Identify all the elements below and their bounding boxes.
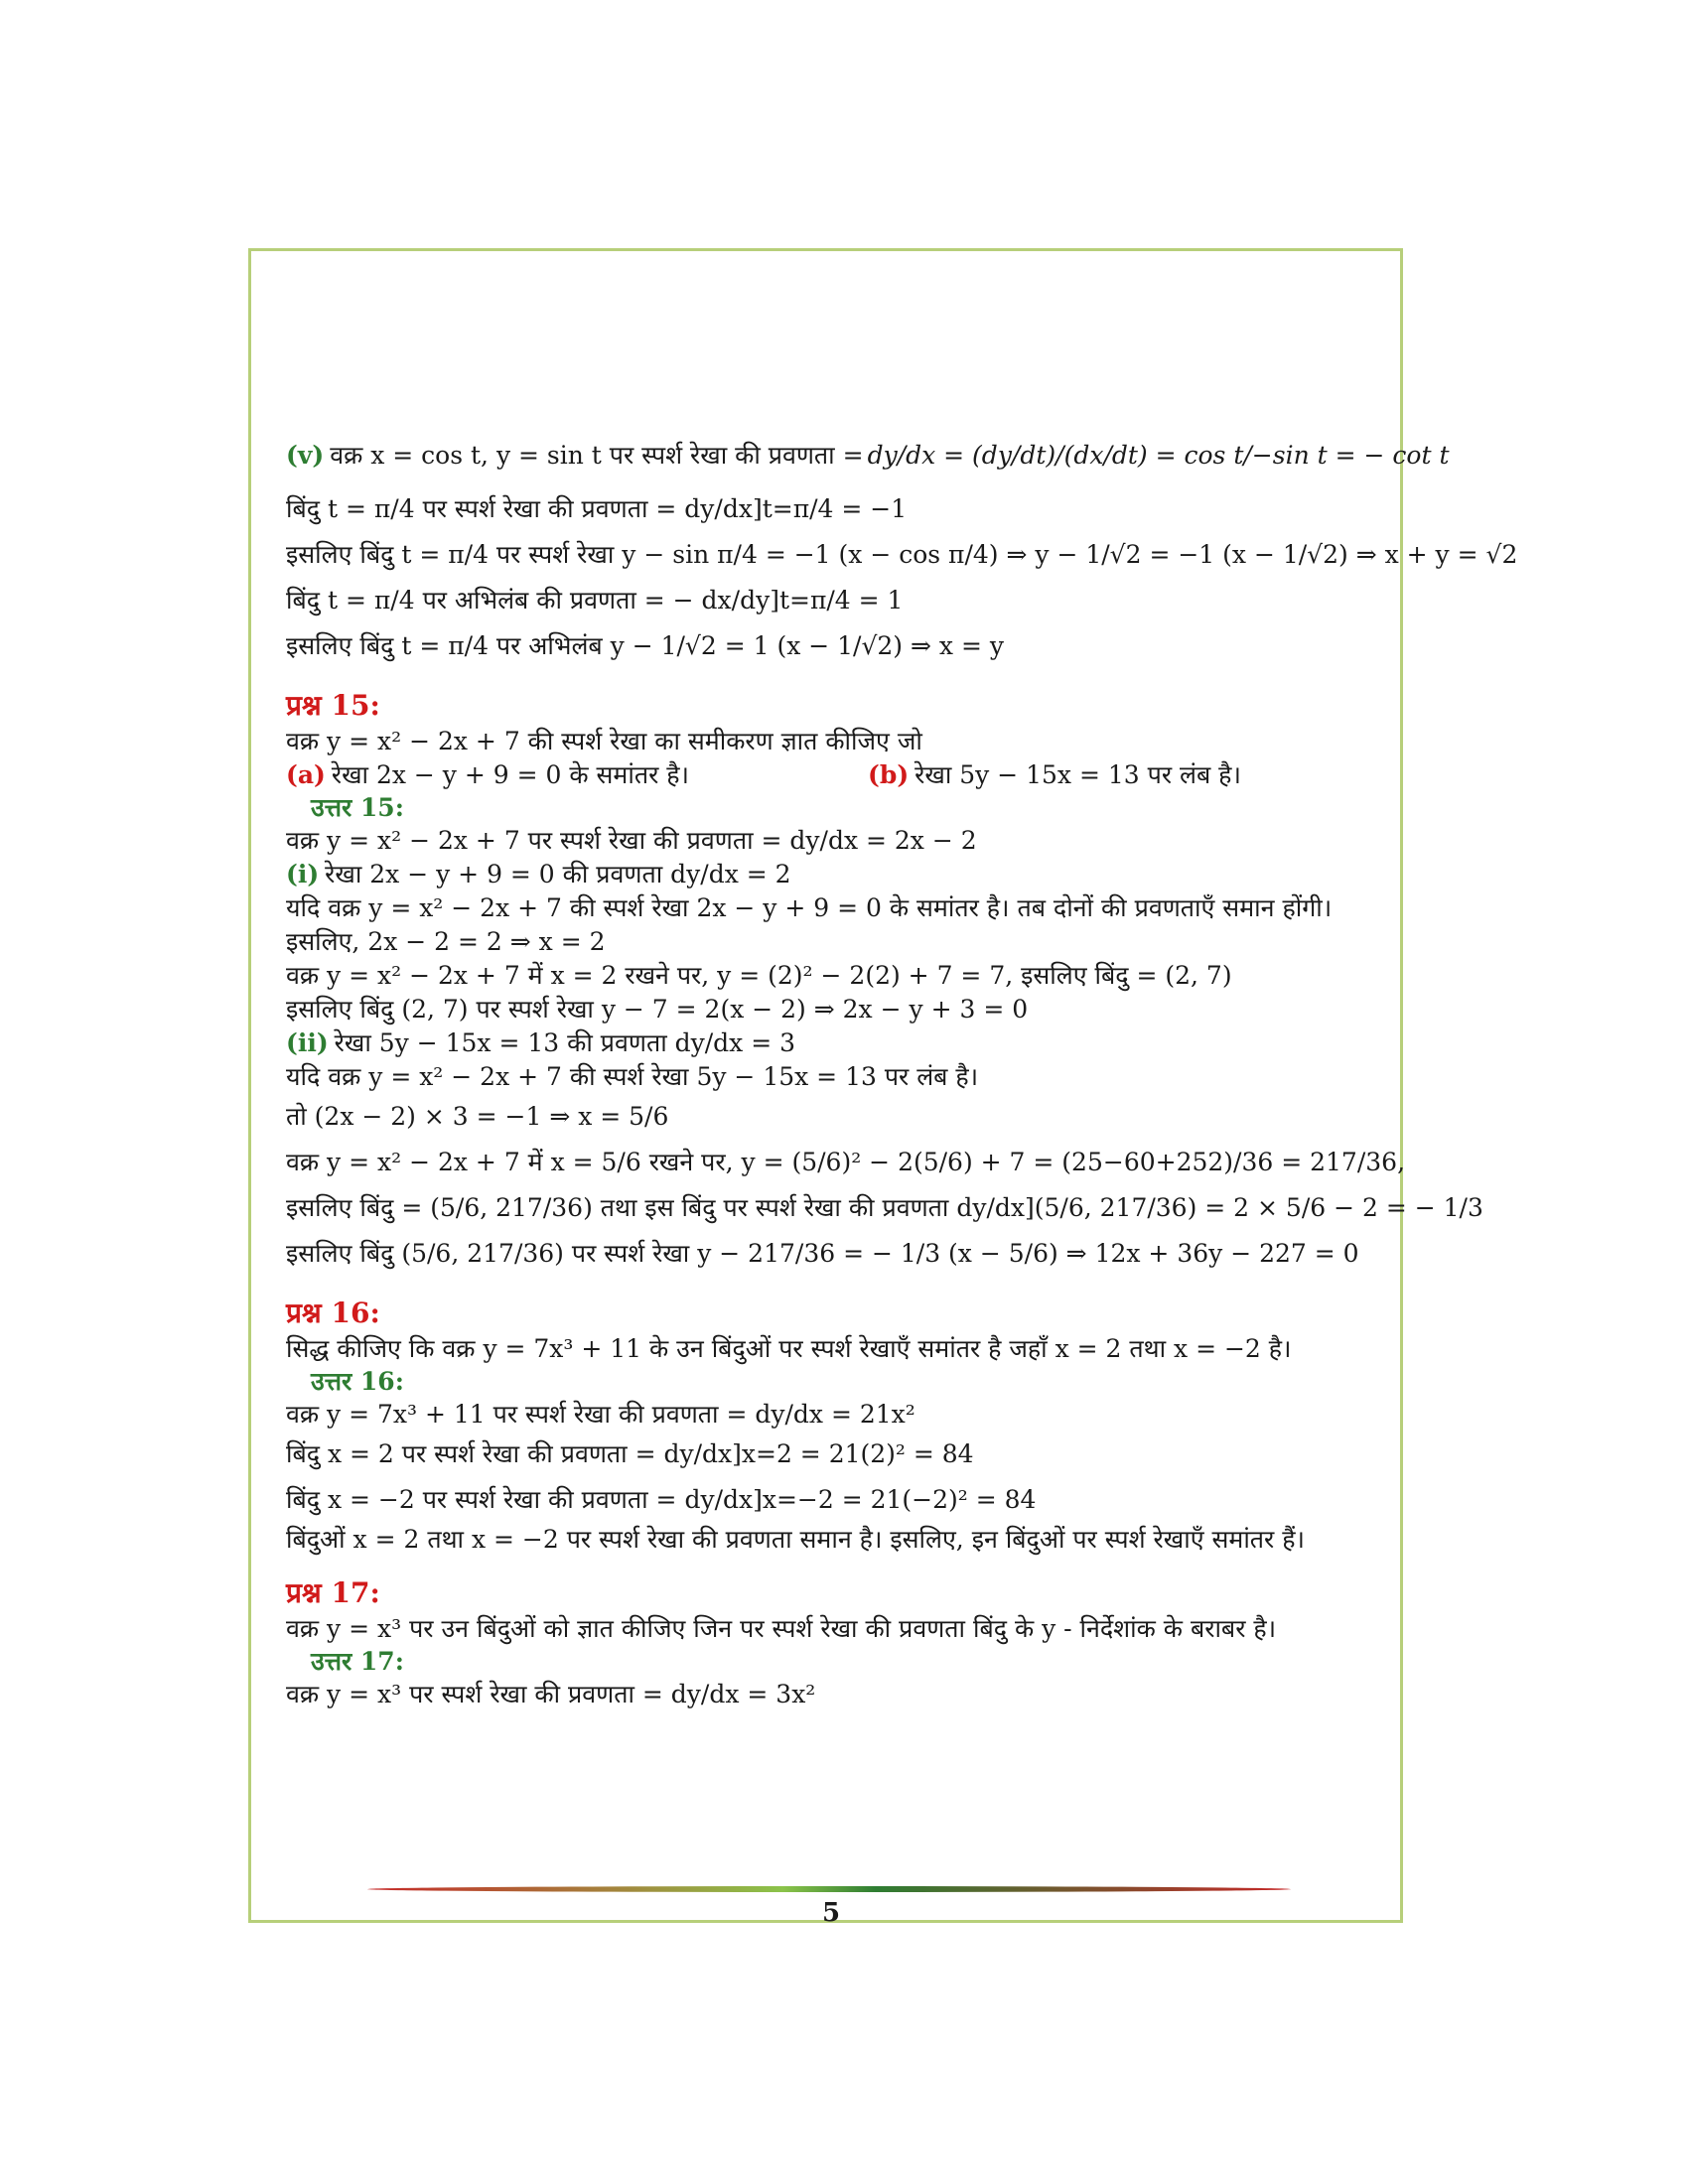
part-v-line-2 [286, 486, 1378, 532]
part-v-line-5 [286, 623, 1378, 669]
question-17-text: वक्र y = x³ पर उन बिंदुओं को ज्ञात कीजिए जिन पर स्पर्श रेखा की प्रवणता बिंदु के y - निर्देशांक के बराबर है। [286, 1614, 1277, 1644]
document-body [286, 425, 1518, 1711]
part-v-text-5: इसलिए बिंदु t = π/4 पर अभिलंब y − 1/√2 = 1 (x − 1/√2) ⇒ x = y [286, 631, 1004, 661]
answer-17-line-1: वक्र y = x³ पर स्पर्श रेखा की प्रवणता = dy/dx = 3x² [286, 1680, 816, 1709]
question-17-heading: प्रश्न 17: [286, 1575, 380, 1609]
answer-15-line-12: इसलिए बिंदु (5/6, 217/36) पर स्पर्श रेखा y − 217/36 = − 1/3 (x − 5/6) ⇒ 12x + 36y − 227 = 0 [286, 1239, 1359, 1269]
part-i-tag: (i) [286, 860, 320, 889]
part-v-text-4: बिंदु t = π/4 पर अभिलंब की प्रवणता = − dx/dy]t=π/4 = 1 [286, 586, 904, 615]
option-a-text: रेखा 2x − y + 9 = 0 के समांतर है। [331, 760, 690, 790]
answer-15-line-1: वक्र y = x² − 2x + 7 पर स्पर्श रेखा की प्रवणता = dy/dx = 2x − 2 [286, 826, 977, 856]
question-15-text: वक्र y = x² − 2x + 7 की स्पर्श रेखा का समीकरण ज्ञात कीजिए जो [286, 727, 922, 756]
option-a-tag: (a) [286, 760, 326, 790]
option-b-text: रेखा 5y − 15x = 13 पर लंब है। [914, 760, 1241, 790]
answer-16-line-4: बिंदुओं x = 2 तथा x = −2 पर स्पर्श रेखा की प्रवणता समान है। इसलिए, इन बिंदुओं पर स्पर्श रेखाएँ समांतर हैं। [286, 1525, 1305, 1555]
part-v-line-1 [286, 425, 1450, 486]
answer-15-line-11: इसलिए बिंदु = (5/6, 217/36) तथा इस बिंदु पर स्पर्श रेखा की प्रवणता dy/dx](5/6, 217/36) = 2 × 5/6 − 2 = − 1/3 [286, 1193, 1483, 1223]
answer-16-line-2: बिंदु x = 2 पर स्पर्श रेखा की प्रवणता = dy/dx]x=2 = 21(2)² = 84 [286, 1439, 974, 1469]
part-v-text-2: बिंदु t = π/4 पर स्पर्श रेखा की प्रवणता = dy/dx]t=π/4 = −1 [286, 494, 908, 524]
answer-16-line-1: वक्र y = 7x³ + 11 पर स्पर्श रेखा की प्रवणता = dy/dx = 21x² [286, 1400, 915, 1430]
question-16-text: सिद्ध कीजिए कि वक्र y = 7x³ + 11 के उन बिंदुओं पर स्पर्श रेखाएँ समांतर है जहाँ x = 2 तथा x = −2 है। [286, 1334, 1292, 1364]
part-v-text-1: वक्र x = cos t, y = sin t पर स्पर्श रेखा की प्रवणता = [330, 441, 864, 471]
answer-15-line-6: इसलिए बिंदु (2, 7) पर स्पर्श रेखा y − 7 = 2(x − 2) ⇒ 2x − y + 3 = 0 [286, 995, 1029, 1024]
answer-16-heading: उत्तर 16: [311, 1367, 404, 1397]
answer-17-heading: उत्तर 17: [311, 1647, 404, 1677]
answer-15-line-3: यदि वक्र y = x² − 2x + 7 की स्पर्श रेखा 2x − y + 9 = 0 के समांतर है। तब दोनों की प्रवणताएँ समान होंगी। [286, 893, 1333, 923]
part-v-math-1: dy/dx = (dy/dt)/(dx/dt) = cos t/−sin t = − cot t [867, 441, 1450, 471]
part-v-line-3 [286, 532, 1518, 578]
question-15-heading: प्रश्न 15: [286, 688, 380, 722]
answer-15-heading: उत्तर 15: [311, 793, 404, 823]
answer-15-line-5: वक्र y = x² − 2x + 7 में x = 2 रखने पर, y = (2)² − 2(2) + 7 = 7, इसलिए बिंदु = (2, 7) [286, 961, 1232, 991]
answer-15-line-7: (ii) रेखा 5y − 15x = 13 की प्रवणता dy/dx = 3 [286, 1028, 796, 1058]
question-15-options [286, 758, 1378, 792]
part-v-line-4 [286, 578, 1378, 623]
part-ii-tag: (ii) [286, 1028, 329, 1058]
answer-16-line-3: बिंदु x = −2 पर स्पर्श रेखा की प्रवणता = dy/dx]x=−2 = 21(−2)² = 84 [286, 1485, 1037, 1515]
part-v-tag: (v) [286, 441, 325, 471]
answer-15-line-9: तो (2x − 2) × 3 = −1 ⇒ x = 5/6 [286, 1102, 669, 1132]
part-v-text-3: इसलिए बिंदु t = π/4 पर स्पर्श रेखा y − sin π/4 = −1 (x − cos π/4) ⇒ y − 1/√2 = −1 (x − 1/√2) ⇒ x + y = √2 [286, 540, 1518, 570]
option-b-tag: (b) [868, 760, 910, 790]
answer-15-line-10: वक्र y = x² − 2x + 7 में x = 5/6 रखने पर, y = (5/6)² − 2(5/6) + 7 = (25−60+252)/36 = 217/36, [286, 1148, 1406, 1177]
footer-divider [367, 1886, 1291, 1892]
answer-15-line-2: (i) रेखा 2x − y + 9 = 0 की प्रवणता dy/dx = 2 [286, 860, 791, 889]
question-16-heading: प्रश्न 16: [286, 1296, 380, 1329]
page-number: 5 [822, 1898, 841, 1928]
answer-15-line-4: इसलिए, 2x − 2 = 2 ⇒ x = 2 [286, 927, 606, 957]
answer-15-line-8: यदि वक्र y = x² − 2x + 7 की स्पर्श रेखा 5y − 15x = 13 पर लंब है। [286, 1062, 979, 1092]
